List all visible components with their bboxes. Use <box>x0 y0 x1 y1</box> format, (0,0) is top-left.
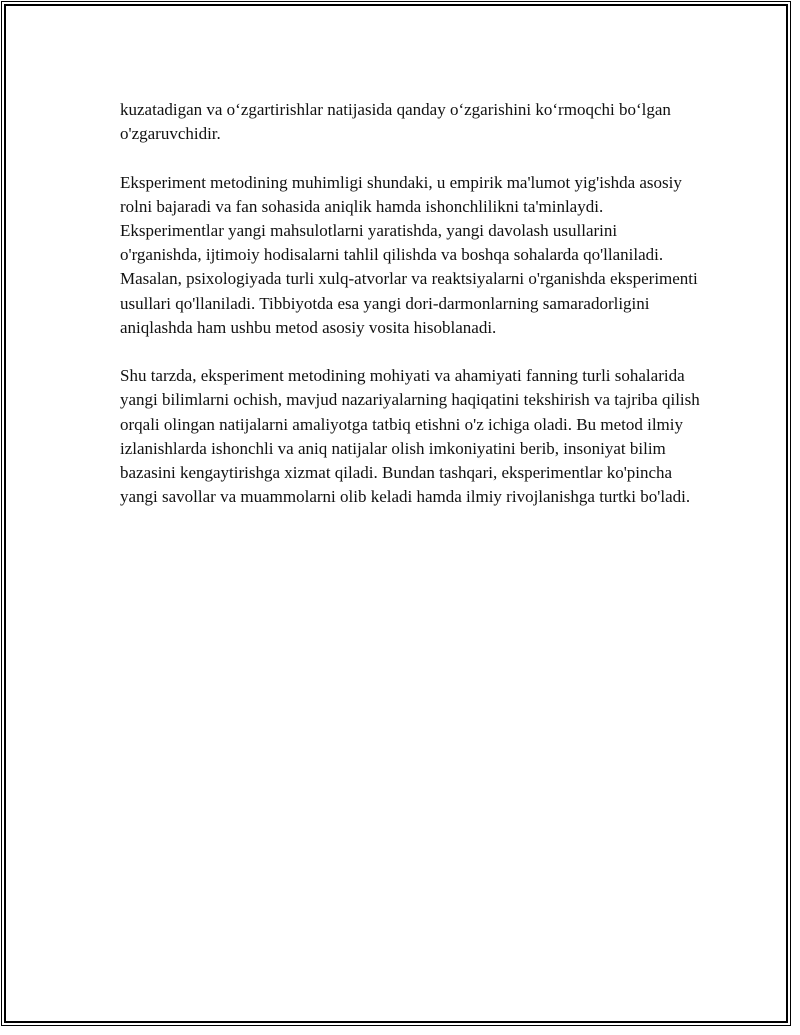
paragraph-2: Eksperiment metodining muhimligi shundaki, u empirik ma'lumot yig'ishda asosiy rolni bajaradi va fan sohasida aniqlik hamda ishonchlilikni ta'minlaydi. Eksperimentlar yangi mahsulotlarni yaratishda, yangi davolash usullarini o'rganishda, ijtimoiy hodisalarni tahlil qilishda va boshqa sohalarda qo'llaniladi. Masalan, psixologiyada turli xulq-atvorlar va reaktsiyalarni o'rganishda eksperimenti usullari qo'llaniladi. Tibbiyotda esa yangi dori-darmonlarning samaradorligini aniqlashda ham ushbu metod asosiy vosita hisoblanadi. <box>120 172 698 337</box>
paragraph-1: kuzatadigan va o‘zgartirishlar natijasida qanday o‘zgarishini ko‘rmoqchi bo‘lgan o'zgaruvchidir. <box>120 100 671 144</box>
paragraph-3: Shu tarzda, eksperiment metodining mohiyati va ahamiyati fanning turli sohalarida yangi bilimlarni ochish, mavjud nazariyalarning haqiqatini tekshirish va tajriba qilish orqali olingan natijalarni amaliyotga tatbiq etishni o'z ichiga oladi. Bu metod ilmiy izlanishlarda ishonchli va aniq natijalar olish imkoniyatini berib, insoniyat bilim bazasini kengaytirishga xizmat qiladi. Bundan tashqari, eksperimentlar ko'pincha yangi savollar va muammolarni olib keladi hamda ilmiy rivojlanishga turtki bo'ladi. <box>120 366 700 507</box>
document-page <box>4 4 788 1023</box>
document-body <box>120 98 700 534</box>
